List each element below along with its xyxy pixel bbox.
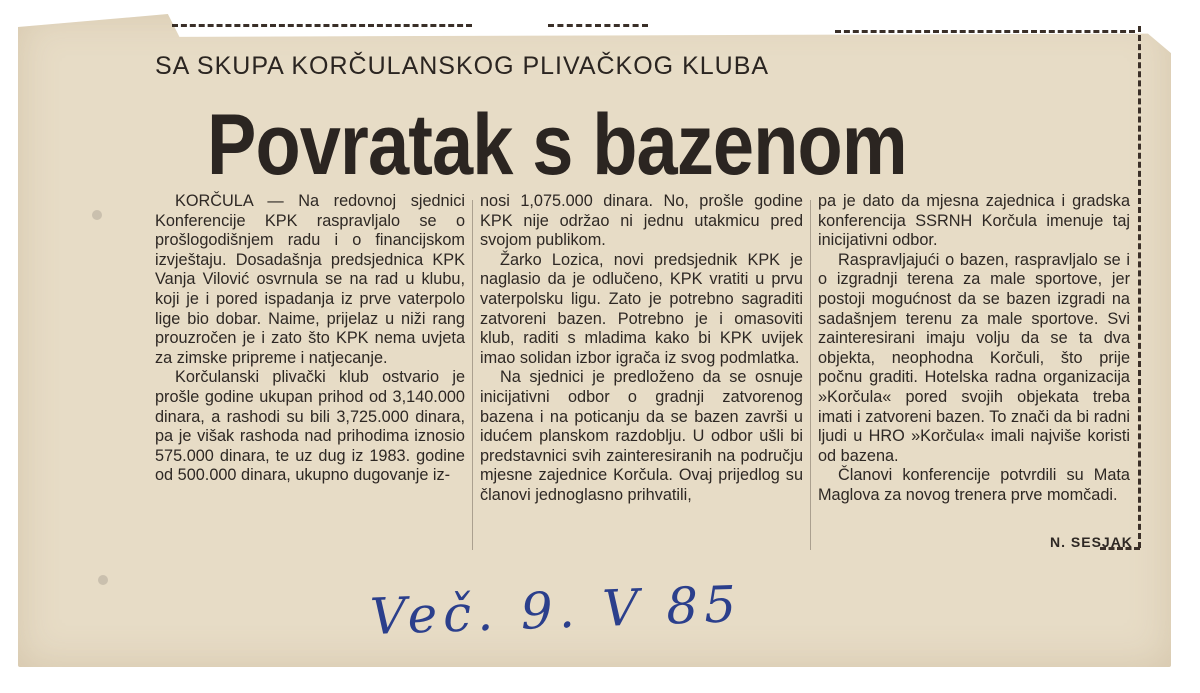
dashed-rule-top-right bbox=[835, 30, 1135, 33]
paragraph: Na sjednici je predloženo da se osnuje inicijativni odbor o gradnji zatvorenog bazena i na poticanju da se bazen završi u idućem planskom razdoblju. U odbor ušli bi predstavnici svih zainteresiranih na području mjesne zajednice Korčula. Ovaj prijedlog su članovi jednoglasno prihvatili, bbox=[480, 368, 803, 504]
paragraph: Korčulanski plivački klub ostvario je prošle godine ukupan prihod od 3,140.000 dinara, a rashodi su bili 3,725.000 dinara, pa je višak rashoda nad prihodima iznosio 575.000 dinara, te uz dug iz 1983. godine od 500.000 dinara, ukupno dugovanje iz- bbox=[155, 368, 465, 485]
paragraph: KORČULA — Na redovnoj sjednici Konferencije KPK raspravljalo se o prošlogodišnjem radu i o financijskom izvještaju. Dosadašnja predsjednica KPK Vanja Vilović osvrnula se na rad u klubu, koji je i pored ispadanja iz prve vaterpolo lige bio dobar. Naime, prijelaz u niži rang prouzročen je i zato što KPK nema uvjeta za zimske pripreme i natjecanje. bbox=[155, 192, 465, 367]
paper-speck bbox=[98, 575, 108, 585]
paper-speck bbox=[92, 210, 102, 220]
handwritten-date-note: Več. 9. V 85 bbox=[368, 575, 743, 646]
article-byline: N. SESJAK bbox=[1050, 534, 1133, 550]
dashed-rule-right bbox=[1138, 26, 1141, 548]
article-kicker: SA SKUPA KORČULANSKOG PLIVAČKOG KLUBA bbox=[155, 52, 770, 80]
paragraph: nosi 1,075.000 dinara. No, prošle godine KPK nije održao ni jednu utakmicu pred svojom publikom. bbox=[480, 192, 803, 250]
column-divider bbox=[472, 200, 473, 550]
column-divider bbox=[810, 200, 811, 550]
dashed-rule-top-mid bbox=[548, 24, 648, 27]
article-headline: Povratak s bazenom bbox=[207, 97, 907, 193]
paragraph: pa je dato da mjesna zajednica i gradska konferencija SSRNH Korčula imenuje taj inicijativni odbor. bbox=[818, 192, 1130, 250]
paragraph: Raspravljajući o bazen, raspravljalo se i o izgradnji terena za male sportove, jer postoji mogućnost da se bazen izgradi na sadašnjem terenu za male sportove. Svi zainteresirani imaju volju da se ta dva objekta, neophodna Korčuli, što prije počnu graditi. Hotelska radna organizacija »Korčula« pored svojih objekata treba imati i zatvoreni bazen. To znači da bi radni ljudi u HRO »Korčula« imali najviše koristi od bazena. bbox=[818, 250, 1130, 465]
article-column-3 bbox=[818, 192, 1130, 506]
article-column-2 bbox=[480, 192, 803, 506]
article-column-1 bbox=[155, 192, 465, 486]
dashed-rule-top-left bbox=[172, 24, 472, 27]
paragraph: Žarko Lozica, novi predsjednik KPK je naglasio da je odlučeno, KPK vratiti u prvu vaterpolsku ligu. Zato je potrebno sagraditi zatvoreni bazen. Potrebno je i omasoviti klub, raditi s mladima kako bi KPK uvijek imao solidan izbor igrača iz svog podmlatka. bbox=[480, 250, 803, 367]
paragraph: Članovi konferencije potvrdili su Mata Maglova za novog trenera prve momčadi. bbox=[818, 466, 1130, 504]
